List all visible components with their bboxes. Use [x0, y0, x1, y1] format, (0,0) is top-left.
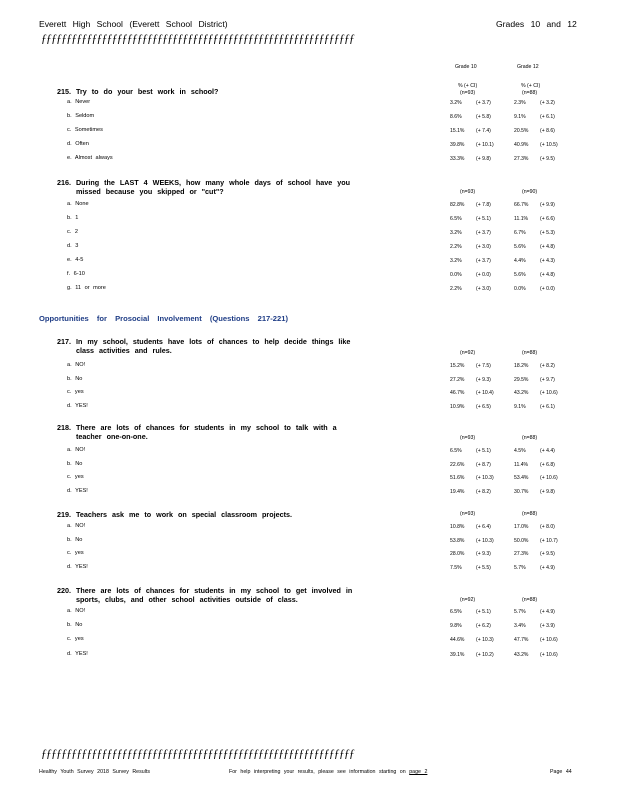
q216-n-grade12: (n=90)	[522, 189, 538, 195]
grade12-ci: (+ 8.2)	[540, 363, 555, 369]
grade12-percent: 50.0%	[514, 537, 529, 544]
grade12-percent: 4.4%	[514, 258, 526, 264]
answer-label: c. yes	[67, 474, 84, 480]
answer-label: d. Often	[67, 141, 89, 147]
question-220-line2: sports, clubs, and other school activities outside of class.	[76, 595, 298, 605]
grade10-ci: (+ 5.1)	[476, 216, 491, 222]
grade12-ci: (+ 4.8)	[540, 272, 555, 278]
q217-n-grade10: (n=92)	[460, 350, 476, 356]
grade10-ci: (+ 7.5)	[476, 363, 491, 369]
answer-label: g. 11 or more	[67, 285, 106, 291]
grade12-ci: (+ 10.6)	[540, 475, 558, 481]
answer-label: d. YES!	[67, 563, 88, 570]
grade12-percent: 17.0%	[514, 524, 529, 530]
grade10-percent: 19.4%	[450, 488, 465, 495]
grade12-percent: 27.3%	[514, 156, 529, 162]
grade10-ci: (+ 3.7)	[476, 100, 491, 106]
grade10-ci: (+ 8.7)	[476, 461, 491, 468]
footer-page-link[interactable]: page 2	[409, 769, 428, 775]
grade12-ci: (+ 4.3)	[540, 258, 555, 264]
section-title: Opportunities for Prosocial Involvement (Questions 217-221)	[39, 314, 289, 323]
grade12-ci: (+ 4.4)	[540, 448, 555, 454]
grade10-percent: 44.6%	[450, 637, 465, 644]
grade10-ci: (+ 9.3)	[476, 376, 491, 383]
grade10-ci: (+ 5.5)	[476, 564, 491, 571]
question-217-line1: 217. In my school, students have lots of chances to help decide things like	[57, 337, 351, 346]
answer-label: b. Seldom	[67, 113, 95, 119]
grade10-percent: 7.5%	[450, 564, 462, 571]
grade12-ci: (+ 6.6)	[540, 216, 555, 222]
grade10-ci: (+ 7.8)	[476, 202, 491, 208]
question-218-line1: 218. There are lots of chances for students in my school to talk with a	[57, 423, 337, 432]
header-divider: ƒƒƒƒƒƒƒƒƒƒƒƒƒƒƒƒƒƒƒƒƒƒƒƒƒƒƒƒƒƒƒƒƒƒƒƒƒƒƒƒƒƒƒƒƒƒƒƒƒƒƒƒƒƒƒƒƒƒƒƒƒƒ	[41, 33, 355, 45]
grade10-percent: 10.9%	[450, 403, 465, 410]
grade12-ci: (+ 6.8)	[540, 461, 555, 468]
grade10-ci: (+ 8.2)	[476, 488, 491, 495]
grade10-percent: 33.3%	[450, 156, 465, 162]
grade12-ci: (+ 6.1)	[540, 403, 555, 410]
answer-label: e. Almost always	[67, 155, 113, 161]
footer-divider: ƒƒƒƒƒƒƒƒƒƒƒƒƒƒƒƒƒƒƒƒƒƒƒƒƒƒƒƒƒƒƒƒƒƒƒƒƒƒƒƒƒƒƒƒƒƒƒƒƒƒƒƒƒƒƒƒƒƒƒƒƒƒ	[41, 748, 355, 760]
grade10-ci: (+ 10.4)	[476, 390, 494, 396]
grade10-ci: (+ 5.1)	[476, 448, 491, 454]
page-number: Page 44	[550, 769, 572, 775]
q215-n-grade12: (n=88)	[522, 90, 538, 96]
grade12-pct-header: % (+ CI)	[521, 83, 541, 89]
grade12-ci: (+ 9.5)	[540, 156, 555, 162]
grade12-ci: (+ 0.0)	[540, 286, 555, 292]
answer-label: f. 6-10	[67, 271, 85, 277]
question-217	[57, 337, 350, 356]
grade12-ci: (+ 9.7)	[540, 376, 555, 383]
q220-n-grade10: (n=92)	[460, 597, 476, 603]
grade10-percent: 2.2%	[450, 244, 462, 250]
grade12-ci: (+ 10.7)	[540, 537, 558, 544]
grades-header: Grades 10 and 12	[496, 19, 577, 29]
grade12-percent: 20.5%	[514, 128, 529, 134]
answer-label: c. yes	[67, 550, 84, 556]
grade12-percent: 5.6%	[514, 272, 526, 278]
question-216-line1: 216. During the LAST 4 WEEKS, how many whole days of school have you	[57, 178, 351, 187]
grade10-ci: (+ 6.2)	[476, 623, 491, 630]
grade12-percent: 9.1%	[514, 114, 526, 120]
grade10-percent: 2.2%	[450, 286, 462, 292]
grade10-ci: (+ 3.0)	[476, 286, 491, 292]
question-218-line2: teacher one-on-one.	[76, 432, 148, 442]
grade12-percent: 3.4%	[514, 623, 526, 630]
answer-label: d. YES!	[67, 487, 88, 494]
answer-label: a. Never	[67, 99, 91, 105]
grade10-percent: 3.2%	[450, 258, 462, 264]
grade10-percent: 15.1%	[450, 128, 465, 134]
grade12-percent: 4.5%	[514, 448, 526, 454]
grade12-ci: (+ 9.9)	[540, 202, 555, 208]
grade12-percent: 43.2%	[514, 651, 529, 658]
q218-n-grade10: (n=93)	[460, 435, 476, 441]
q218-n-grade12: (n=88)	[522, 435, 538, 441]
grade12-ci: (+ 10.6)	[540, 390, 558, 396]
answer-label: b. No	[67, 375, 83, 382]
grade12-percent: 47.7%	[514, 637, 529, 644]
grade12-percent: 40.9%	[514, 142, 529, 148]
question-215: 215. Try to do your best work in school?	[57, 87, 219, 96]
answer-label: e. 4-5	[67, 257, 84, 263]
school-header: Everett High School (Everett School District)	[39, 19, 228, 29]
grade12-ci: (+ 10.6)	[540, 651, 558, 658]
q220-n-grade12: (n=88)	[522, 597, 538, 603]
grade12-ci: (+ 3.2)	[540, 100, 555, 106]
grade10-percent: 82.8%	[450, 202, 465, 208]
grade10-ci: (+ 6.5)	[476, 403, 491, 410]
grade12-percent: 29.5%	[514, 376, 529, 383]
grade10-percent: 6.5%	[450, 609, 462, 615]
q216-n-grade10: (n=93)	[460, 189, 476, 195]
grade10-percent: 6.5%	[450, 448, 462, 454]
grade10-ci: (+ 3.0)	[476, 244, 491, 250]
grade12-ci: (+ 4.9)	[540, 564, 555, 571]
grade12-percent: 43.2%	[514, 390, 529, 396]
grade12-percent: 11.4%	[514, 461, 529, 468]
grade10-percent: 15.2%	[450, 363, 465, 369]
grade12-percent: 66.7%	[514, 202, 529, 208]
grade10-percent: 9.8%	[450, 623, 462, 630]
question-220-line1: 220. There are lots of chances for students in my school to get involved in	[57, 586, 353, 595]
grade12-ci: (+ 8.6)	[540, 128, 555, 134]
q219-n-grade10: (n=93)	[460, 511, 476, 517]
grade10-pct-header: % (+ CI)	[458, 83, 478, 89]
grade10-percent: 46.7%	[450, 390, 465, 396]
grade10-percent: 28.0%	[450, 551, 465, 557]
grade10-percent: 8.6%	[450, 114, 462, 120]
grade12-ci: (+ 5.3)	[540, 230, 555, 236]
grade10-ci: (+ 7.4)	[476, 128, 491, 134]
grade10-ci: (+ 3.7)	[476, 230, 491, 236]
grade10-column-header: Grade 10	[455, 64, 477, 70]
grade12-percent: 2.3%	[514, 100, 526, 106]
grade12-percent: 9.1%	[514, 403, 526, 410]
grade10-ci: (+ 9.8)	[476, 156, 491, 162]
grade12-ci: (+ 9.8)	[540, 488, 555, 495]
question-217-line2: class activities and rules.	[76, 346, 172, 356]
q219-n-grade12: (n=88)	[522, 511, 538, 517]
answer-label: a. NO!	[67, 608, 86, 614]
grade12-percent: 53.4%	[514, 475, 529, 481]
grade10-ci: (+ 10.2)	[476, 651, 494, 658]
grade10-ci: (+ 10.1)	[476, 142, 494, 148]
grade12-column-header: Grade 12	[517, 64, 539, 70]
answer-label: d. 3	[67, 243, 79, 249]
grade10-percent: 3.2%	[450, 100, 462, 106]
grade12-percent: 5.7%	[514, 564, 526, 571]
footer-help-text: For help interpreting your results, please see information starting on	[229, 769, 406, 775]
grade10-percent: 22.6%	[450, 461, 465, 468]
grade12-ci: (+ 6.1)	[540, 114, 555, 120]
question-219: 219. Teachers ask me to work on special classroom projects.	[57, 510, 292, 519]
footer-help-note	[229, 769, 427, 775]
answer-label: b. No	[67, 536, 83, 543]
grade10-percent: 39.1%	[450, 651, 465, 658]
grade12-ci: (+ 10.5)	[540, 142, 558, 148]
grade10-ci: (+ 9.3)	[476, 551, 491, 557]
grade12-ci: (+ 10.6)	[540, 637, 558, 644]
grade10-percent: 53.8%	[450, 537, 465, 544]
grade12-percent: 11.1%	[514, 216, 529, 222]
grade10-ci: (+ 10.3)	[476, 475, 494, 481]
answer-label: d. YES!	[67, 650, 88, 657]
question-216-line2: missed because you skipped or "cut"?	[76, 187, 224, 197]
grade10-percent: 39.8%	[450, 142, 465, 148]
question-218	[57, 423, 337, 442]
answer-label: a. NO!	[67, 362, 86, 368]
answer-label: a. NO!	[67, 523, 86, 529]
grade12-percent: 27.3%	[514, 551, 529, 557]
grade12-ci: (+ 9.5)	[540, 551, 555, 557]
question-216	[57, 178, 350, 197]
grade10-percent: 3.2%	[450, 230, 462, 236]
grade12-ci: (+ 4.8)	[540, 244, 555, 250]
answer-label: c. yes	[67, 636, 84, 643]
answer-label: d. YES!	[67, 402, 88, 409]
grade12-ci: (+ 8.0)	[540, 524, 555, 530]
answer-label: a. None	[67, 201, 89, 207]
answer-label: c. Sometimes	[67, 127, 103, 133]
grade12-percent: 18.2%	[514, 363, 529, 369]
grade10-ci: (+ 3.7)	[476, 258, 491, 264]
answer-label: c. yes	[67, 389, 84, 395]
grade10-ci: (+ 6.4)	[476, 524, 491, 530]
grade10-ci: (+ 10.3)	[476, 537, 494, 544]
grade12-ci: (+ 4.9)	[540, 609, 555, 615]
grade12-percent: 5.6%	[514, 244, 526, 250]
grade10-ci: (+ 5.8)	[476, 114, 491, 120]
grade10-percent: 6.5%	[450, 216, 462, 222]
grade12-percent: 30.7%	[514, 488, 529, 495]
grade10-ci: (+ 5.1)	[476, 609, 491, 615]
answer-label: c. 2	[67, 229, 79, 235]
q217-n-grade12: (n=88)	[522, 350, 538, 356]
answer-label: b. No	[67, 460, 83, 467]
grade12-ci: (+ 3.9)	[540, 623, 555, 630]
grade10-percent: 51.6%	[450, 475, 465, 481]
grade12-percent: 5.7%	[514, 609, 526, 615]
grade10-percent: 0.0%	[450, 272, 462, 278]
footer-survey-title: Healthy Youth Survey 2018 Survey Results	[39, 769, 150, 775]
grade12-percent: 6.7%	[514, 230, 526, 236]
question-220	[57, 586, 352, 605]
grade10-percent: 10.8%	[450, 524, 465, 530]
answer-label: b. No	[67, 622, 83, 629]
grade10-percent: 27.2%	[450, 376, 465, 383]
q215-n-grade10: (n=93)	[460, 90, 476, 96]
grade10-ci: (+ 10.3)	[476, 637, 494, 644]
grade12-percent: 0.0%	[514, 286, 526, 292]
grade10-ci: (+ 0.0)	[476, 272, 491, 278]
answer-label: a. NO!	[67, 447, 86, 453]
answer-label: b. 1	[67, 215, 79, 221]
